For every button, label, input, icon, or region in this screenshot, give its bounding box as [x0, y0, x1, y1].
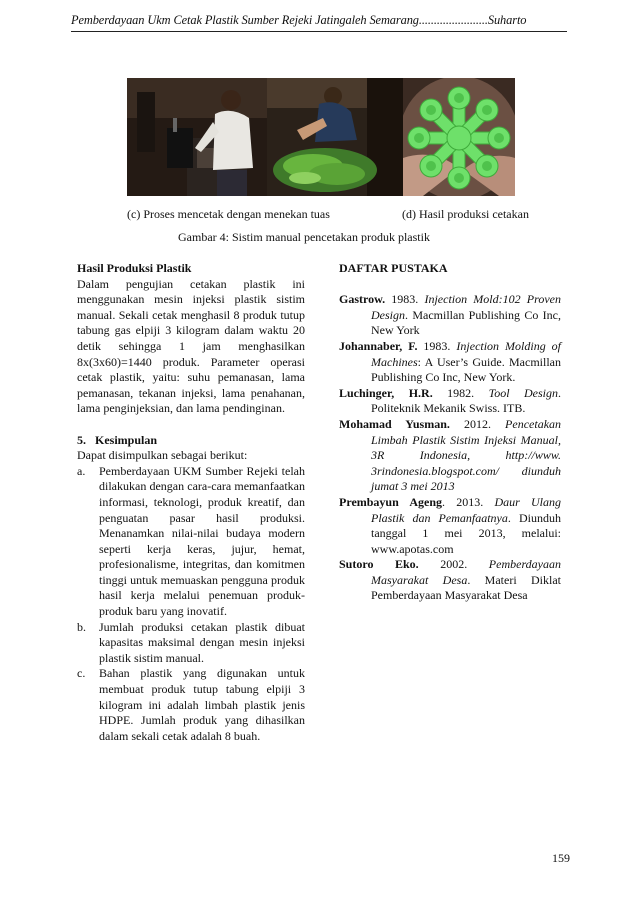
photo-pressing-machine — [127, 78, 267, 196]
right-column — [339, 261, 561, 604]
ref-year: 1983. — [385, 292, 425, 307]
list-item — [77, 620, 305, 667]
section-heading-hasil: Hasil Produksi Plastik — [77, 261, 192, 275]
ref-year: 1982. — [432, 385, 489, 400]
list-marker: a. — [77, 463, 86, 478]
ref-author: Prembayun Ageng — [339, 494, 443, 509]
ref-rest: . Materi Diklat Pemberdayaan Masyarakat Desa — [371, 572, 561, 603]
ref-year: . 2013. — [442, 494, 495, 509]
photo-molded-product — [403, 78, 515, 196]
reference-entry — [339, 292, 561, 339]
ref-title: Tool Design — [488, 385, 558, 400]
reference-entry — [339, 339, 561, 386]
ref-rest: . Diunduh tanggal 1 mei 2013, melalui: www.apotas.com — [371, 510, 561, 556]
ref-author: Gastrow. — [339, 292, 386, 307]
list-text: Pemberdayaan UKM Sumber Rejeki telah dilakukan dengan cara-cara memanfaatkan informasi, teknologi, produk kreatif, dan penguatan pasar hasil produksi. Menanamkan nilai-nilai budaya modern seperti kerja keras, jujur, hemat, profesionalisme, integritas, dan komitmen tinggi untuk memuaskan pengguna produk hasil kerja melalui penemuan produk-produk baru yang inovatif. — [99, 463, 305, 619]
ref-rest: . Politeknik Mekanik Swiss. ITB. — [371, 385, 561, 416]
reference-entry — [339, 417, 561, 495]
caption-d: (d) Hasil produksi cetakan — [402, 207, 529, 221]
photo-products-pile — [267, 78, 403, 196]
ref-author: Luchinger, H.R. — [339, 385, 433, 400]
list-marker: c. — [77, 666, 86, 681]
reference-entry — [339, 386, 561, 417]
ref-title: Injection Mold:102 Proven Design — [371, 292, 561, 322]
section-heading-kesimpulan: 5. Kesimpulan — [77, 432, 158, 447]
ref-year: 1983. — [417, 338, 457, 353]
page-number: 159 — [552, 851, 570, 865]
ref-rest: . Macmillan Publishing Co Inc, New York — [371, 307, 561, 338]
figure-caption: Gambar 4: Sistim manual pencetakan produk plastik — [178, 230, 430, 244]
ref-title: Injection Molding of Machines — [371, 338, 561, 369]
ref-year: 2002. — [418, 557, 489, 572]
kesimpulan-intro: Dapat disimpulkan sebagai berikut: — [77, 448, 248, 463]
ref-author: Johannaber, F. — [339, 338, 418, 353]
ref-title: Daur Ulang Plastik dan Pemanfaatnya — [371, 494, 562, 525]
list-item — [77, 666, 305, 744]
reference-entry — [339, 495, 561, 557]
list-item — [77, 464, 305, 620]
list-text: Bahan plastik yang digunakan untuk membuat produk tutup tabung elpiji 3 kilogram ini adalah limbah plastik jenis HDPE. Jumlah produk yang dihasilkan dalam sekali cetak adalah 8 buah. — [99, 666, 305, 743]
reference-entry — [339, 557, 561, 604]
left-column — [77, 261, 305, 744]
ref-rest: : A User’s Guide. Macmillan Publishing Co Inc, New York. — [371, 354, 561, 385]
running-header: Pemberdayaan Ukm Cetak Plastik Sumber Rejeki Jatingaleh Semarang.......................Suharto — [71, 13, 567, 32]
ref-title: Pemberdayaan Masyarakat Desa — [371, 557, 561, 587]
references-title: DAFTAR PUSTAKA — [339, 261, 448, 275]
caption-c: (c) Proses mencetak dengan menekan tuas — [127, 207, 330, 221]
ref-author: Sutoro Eko. — [339, 557, 419, 572]
ref-year: 2012. — [449, 416, 506, 431]
ref-author: Mohamad Yusman. — [339, 416, 450, 431]
ref-title: Pencetakan Limbah Plastik Sistim Injeksi Manual, 3R Indonesia — [371, 416, 562, 463]
ref-rest: , http://www. 3rindonesia.blogspot.com/ diunduh jumat 3 mei 2013 — [371, 448, 562, 494]
list-text: Jumlah produksi cetakan plastik dibuat kapasitas maksimal dengan mesin injeksi plastik sistim manual. — [99, 619, 305, 665]
paragraph-hasil: Dalam pengujian cetakan plastik ini menggunakan mesin injeksi plastik sistim manual. Sekali cetak menghasil 8 produk tutup tabung gas elpiji 3 kilogram dalam waktu 20 detik sehingga 1 jam menghasilkan 8x(3x60)=1440 produk. Parameter operasi cetak plastik, yaitu: suhu pemanasan, lama pemanasan, tekanan injeksi, lama penahanan, lama penginjeksian, dan lama pendinginan. — [77, 276, 305, 416]
list-marker: b. — [77, 619, 86, 634]
